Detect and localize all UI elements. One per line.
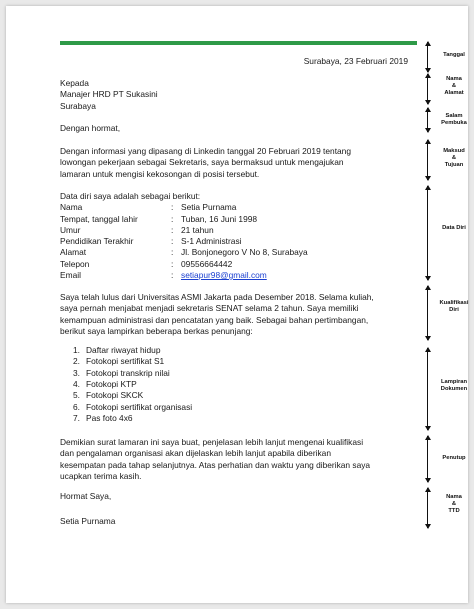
qualification-line: Saya telah lulus dari Universitas ASMI Jakarta pada Desember 2018. Selama kuliah, xyxy=(60,292,374,302)
attachment-text: Fotokopi sertifikat organisasi xyxy=(86,401,193,412)
data-value: 09556664442 xyxy=(181,258,233,269)
annotation-label: Data Diri xyxy=(442,225,466,231)
double-arrow-icon xyxy=(427,108,428,132)
data-row-birth xyxy=(60,214,416,225)
attachment-text: Daftar riwayat hidup xyxy=(86,345,161,356)
annotation-label: Tanggal xyxy=(443,52,465,58)
annotation-attachments xyxy=(420,346,470,432)
data-label: Alamat xyxy=(60,247,87,258)
data-value: 21 tahun xyxy=(181,224,214,235)
annotation-label: Nama & TTD xyxy=(446,494,462,514)
annotation-qualification xyxy=(420,284,470,342)
double-arrow-icon xyxy=(427,42,428,72)
annotation-recipient xyxy=(420,72,470,106)
annotation-signature xyxy=(420,486,470,530)
attachment-list xyxy=(60,345,416,424)
data-value: S-1 Administrasi xyxy=(181,236,242,247)
email-link[interactable]: setiapur98@gmail.com xyxy=(181,270,267,281)
double-arrow-icon xyxy=(427,436,428,482)
recipient-line: Surabaya xyxy=(60,100,96,111)
closing-line: Demikian surat lamaran ini saya buat, penjelasan lebih lanjut mengenai kualifikasi xyxy=(60,437,364,447)
annotation-label: Maksud & Tujuan xyxy=(443,148,465,168)
intro-line: Dengan informasi yang dipasang di Linkedin tanggal 20 Februari 2019 tentang xyxy=(60,146,352,156)
attachment-text: Fotokopi transkrip nilai xyxy=(86,367,170,378)
list-item: 4. Fotokopi KTP xyxy=(73,379,137,390)
data-value: Jl. Bonjonegoro V No 8, Surabaya xyxy=(181,247,308,258)
recipient-line: Manajer HRD PT Sukasini xyxy=(60,89,158,100)
closing-line: kesempatan pada tahap selanjutnya. Atas perhatian dan waktu yang diberikan saya xyxy=(60,459,371,470)
list-item: 2. Fotokopi sertifikat S1 xyxy=(73,356,165,367)
list-item: 3. Fotokopi transkrip nilai xyxy=(73,367,170,378)
data-row-age xyxy=(60,225,416,236)
regards xyxy=(60,491,416,502)
annotation-greeting xyxy=(420,106,470,134)
data-label: Nama xyxy=(60,202,83,213)
annotation-label: Nama & Alamat xyxy=(444,76,464,96)
data-label: Umur xyxy=(60,224,81,235)
annotation-label: Penutup xyxy=(442,455,466,461)
double-arrow-icon xyxy=(427,74,428,104)
intro-paragraph xyxy=(60,146,416,180)
qualification-line: kemampuan administrasi dan pencatatan yang baik. Sebagai bahan pertimbangan, xyxy=(60,314,369,325)
data-colon: : xyxy=(171,270,174,281)
attachment-text: Fotokopi sertifikat S1 xyxy=(86,356,165,367)
qualification-line: berikut saya lampirkan beberapa berkas penunjang: xyxy=(60,325,253,336)
qualification-paragraph xyxy=(60,292,416,424)
signature-name xyxy=(60,516,416,527)
data-value: Setia Purnama xyxy=(181,202,237,213)
double-arrow-icon xyxy=(427,488,428,528)
annotation-closing xyxy=(420,434,470,484)
closing-line: ucapkan terima kasih. xyxy=(60,470,142,481)
data-colon: : xyxy=(171,213,174,224)
letter-date: Surabaya, 23 Februari 2019 xyxy=(303,56,408,66)
data-colon: : xyxy=(171,236,174,247)
intro-line: lowongan pekerjaan sebagai Sekretaris, saya bermaksud untuk mengajukan xyxy=(60,157,344,168)
personal-data-block xyxy=(60,191,416,281)
intro-line: lamaran untuk mengisi kekosongan di posisi tersebut. xyxy=(60,168,260,179)
list-item: 7. Pas foto 4x6 xyxy=(73,412,133,423)
greeting xyxy=(60,123,416,134)
data-row-email xyxy=(60,270,416,281)
double-arrow-icon xyxy=(427,186,428,280)
annotation-label: Salam Pembuka xyxy=(441,113,467,126)
double-arrow-icon xyxy=(427,286,428,340)
attachment-text: Pas foto 4x6 xyxy=(86,412,133,423)
list-item: 6. Fotokopi sertifikat organisasi xyxy=(73,401,193,412)
regards-text: Hormat Saya, xyxy=(60,491,112,501)
annotation-label: Lampiran Dokumen xyxy=(440,379,468,392)
list-item: 5. Fotokopi SKCK xyxy=(73,390,144,401)
recipient-line: Kepada xyxy=(60,78,89,88)
data-intro: Data diri saya adalah sebagai berikut: xyxy=(60,191,201,201)
data-colon: : xyxy=(171,247,174,258)
data-row-education xyxy=(60,236,416,247)
attachment-text: Fotokopi SKCK xyxy=(86,390,144,401)
annotation-label: Kualifikasi Diri xyxy=(439,300,469,313)
recipient-block xyxy=(60,78,416,112)
data-colon: : xyxy=(171,202,174,213)
annotation-date xyxy=(420,40,470,74)
closing-line: dan pengalaman organisasi akan dijelaskan lebih lanjut apabila diberikan xyxy=(60,448,331,459)
list-item: 1. Daftar riwayat hidup xyxy=(73,345,161,356)
data-colon: : xyxy=(171,224,174,235)
data-label: Pendidikan Terakhir xyxy=(60,236,134,247)
data-label: Tempat, tanggal lahir xyxy=(60,213,138,224)
data-label: Telepon xyxy=(60,258,90,269)
closing-paragraph xyxy=(60,437,416,482)
header-accent-bar xyxy=(60,41,417,45)
data-row-address xyxy=(60,247,416,258)
annotation-personal-data xyxy=(420,184,470,282)
double-arrow-icon xyxy=(427,348,428,430)
data-value: Tuban, 16 Juni 1998 xyxy=(181,213,258,224)
greeting-text: Dengan hormat, xyxy=(60,123,121,133)
data-colon: : xyxy=(171,258,174,269)
email-cell xyxy=(181,270,267,281)
signer-text: Setia Purnama xyxy=(60,516,116,526)
annotation-purpose xyxy=(420,138,470,182)
data-row-name xyxy=(60,202,416,213)
double-arrow-icon xyxy=(427,140,428,180)
qualification-line: saya pernah menjabat menjadi sekretaris SENAT selama 2 tahun. Saya memiliki xyxy=(60,303,359,314)
data-label: Email xyxy=(60,270,81,281)
data-row-phone xyxy=(60,259,416,270)
attachment-text: Fotokopi KTP xyxy=(86,379,137,390)
